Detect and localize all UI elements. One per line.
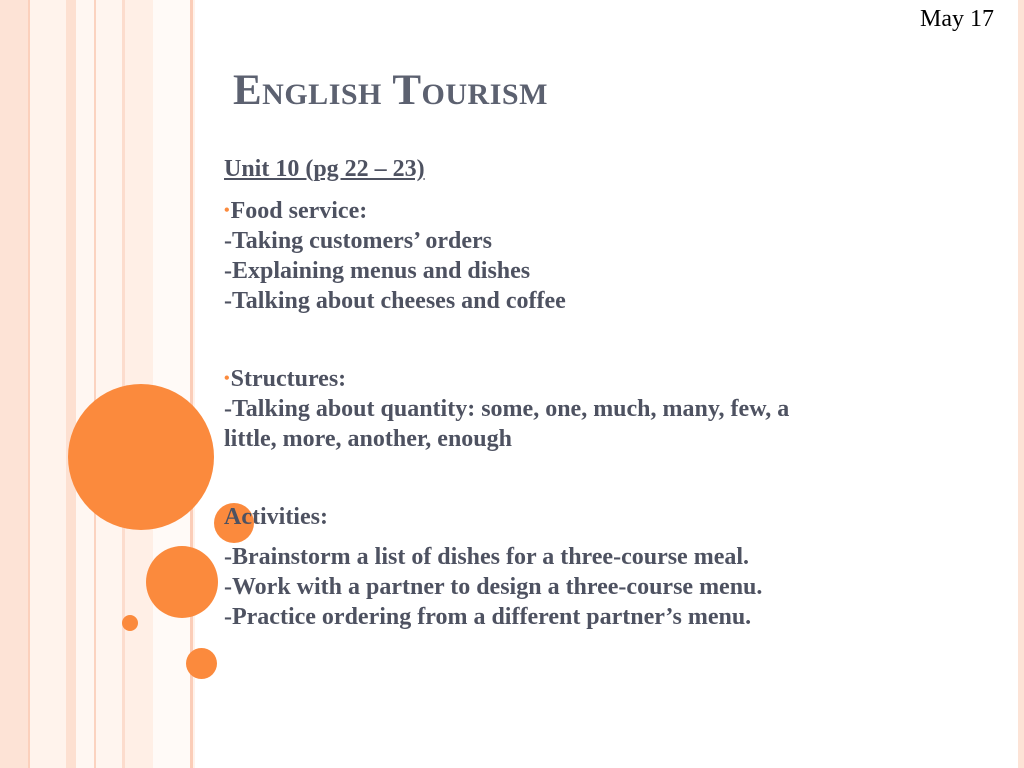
food-service-section: [224, 196, 984, 316]
decor-circle-medium: [146, 546, 218, 618]
food-service-item: -Explaining menus and dishes: [224, 258, 531, 284]
activities-item: -Work with a partner to design a three-course menu.: [224, 574, 763, 600]
activities-heading: Activities:: [224, 504, 328, 530]
activities-item: -Brainstorm a list of dishes for a three-course meal.: [224, 544, 750, 570]
food-service-item: -Talking about cheeses and coffee: [224, 288, 566, 314]
activities-item: -Practice ordering from a different partner’s menu.: [224, 604, 752, 630]
slide-date: May 17: [920, 6, 994, 32]
structures-heading-line: [224, 364, 984, 394]
decor-stripe: [30, 0, 66, 768]
decor-stripe: [76, 0, 94, 768]
structures-section: [224, 364, 984, 454]
structures-line: little, more, another, enough: [224, 426, 512, 452]
decor-circle-small-2: [186, 648, 217, 679]
decor-stripe: [153, 0, 190, 768]
decor-circle-large: [68, 384, 214, 530]
food-service-heading-line: [224, 196, 984, 226]
unit-heading: Unit 10 (pg 22 – 23): [224, 156, 425, 182]
decor-stripe: [66, 0, 76, 768]
structures-heading: Structures:: [230, 366, 347, 392]
decor-stripe: [96, 0, 122, 768]
bullet-icon: •: [224, 202, 230, 219]
bullet-icon: •: [224, 370, 230, 387]
decor-stripe: [0, 0, 28, 768]
structures-line: -Talking about quantity: some, one, much, many, few, a: [224, 396, 790, 422]
slide-body: [224, 154, 984, 632]
decor-circle-tiny: [122, 615, 138, 631]
decor-stripe-right: [1018, 0, 1024, 768]
activities-section: [224, 502, 984, 632]
food-service-heading: Food service:: [230, 198, 368, 224]
slide-title: English Tourism: [233, 67, 548, 114]
food-service-item: -Taking customers’ orders: [224, 228, 492, 254]
